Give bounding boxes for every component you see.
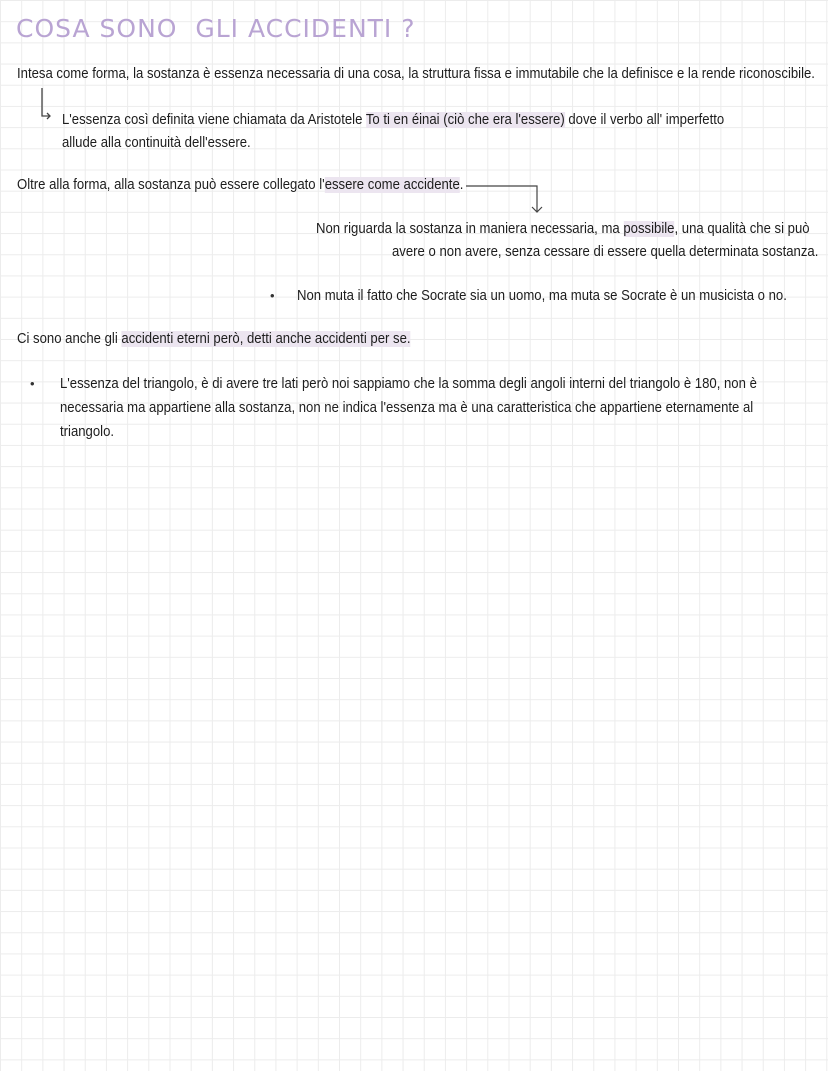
accident-intro-text: Oltre alla forma, alla sostanza può essere collegato l' (17, 177, 325, 193)
bullet-socrates: • (270, 288, 275, 303)
socrates-example: Non muta il fatto che Socrate sia un uomo, ma muta se Socrate è un musicista o no. (297, 288, 787, 304)
essence-note-line-2: allude alla continuità dell'essere. (62, 135, 251, 151)
corner-arrow-icon (42, 88, 50, 119)
accident-intro (17, 175, 463, 195)
down-arrow-icon (466, 186, 542, 212)
page-title: COSA SONO GLI ACCIDENTI ? (16, 14, 416, 43)
essence-note-line-1 (62, 110, 724, 130)
eternal-accidents-text: Ci sono anche gli (17, 331, 122, 347)
to-ti-en-einai-highlight: To ti en éinai (ciò che era l'essere) (365, 112, 565, 128)
accident-def-text: Non riguarda la sostanza in maniera necessaria, ma (316, 221, 624, 237)
possibile-highlight: possibile (623, 221, 675, 237)
triangle-line-3: triangolo. (60, 424, 115, 440)
accident-intro-period: . (459, 177, 464, 193)
eternal-accidents (17, 329, 411, 349)
intro-paragraph: Intesa come forma, la sostanza è essenza necessaria di una cosa, la struttura fissa e immutabile che la definisce e la rende riconoscibile. (17, 66, 815, 82)
bullet-triangle: • (30, 376, 35, 391)
triangle-line-1: L'essenza del triangolo, è di avere tre lati però noi sappiamo che la somma degli angoli interni del triangolo è 180, non è (60, 376, 757, 392)
triangle-line-2: necessaria ma appartiene alla sostanza, non ne indica l'essenza ma è una caratteristica che appartiene eternamente al (60, 400, 754, 416)
essence-note-text-end: dove il verbo all' imperfetto (564, 112, 725, 128)
accident-def-line-1 (316, 219, 810, 239)
accidenti-eterni-highlight: accidenti eterni però, detti anche accidenti per se. (121, 331, 411, 347)
accident-def-text-end: , una qualità che si può (674, 221, 810, 237)
accident-def-line-2: avere o non avere, senza cessare di essere quella determinata sostanza. (392, 244, 819, 260)
essence-note-text: L'essenza così definita viene chiamata da Aristotele (62, 112, 366, 128)
essere-come-accidente-highlight: essere come accidente (324, 177, 460, 193)
